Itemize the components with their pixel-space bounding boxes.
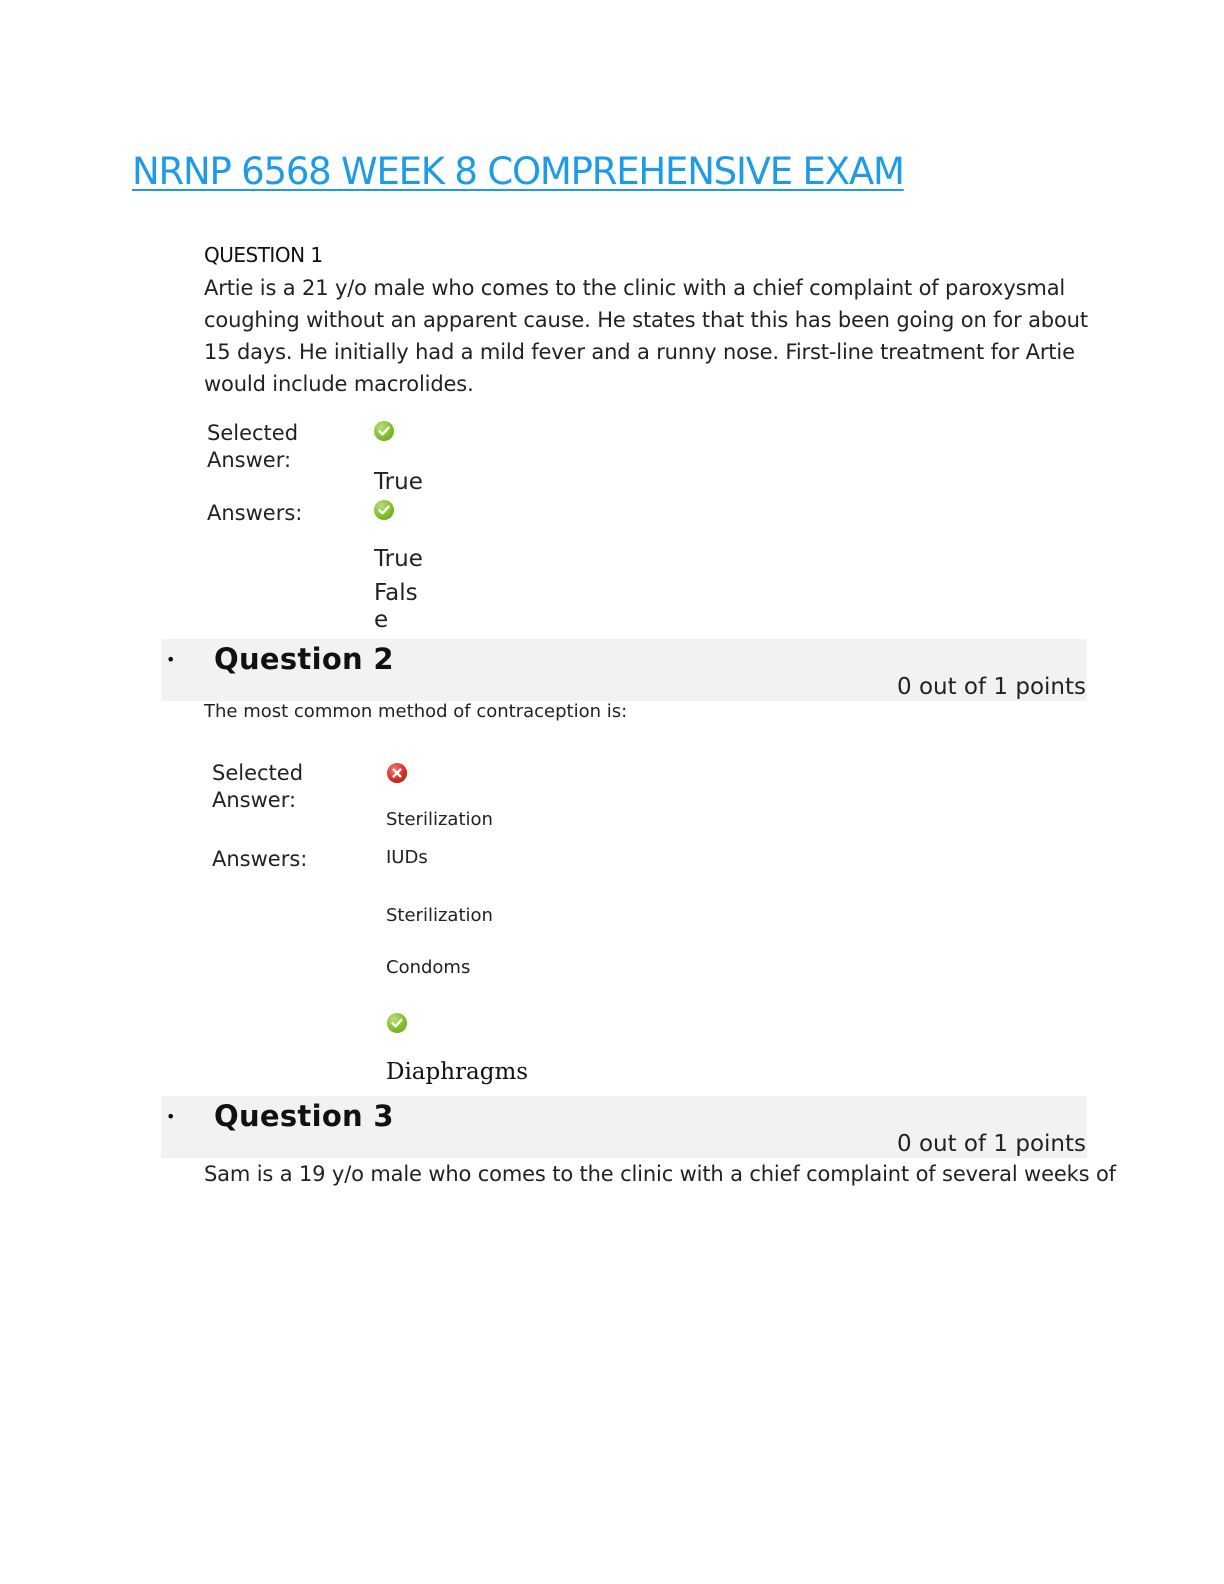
question-1-answers-label: Answers: [207, 501, 303, 525]
question-1-selected-answer: True [374, 469, 423, 495]
check-icon [387, 1013, 407, 1033]
question-2-selected-answer: Sterilization [386, 809, 493, 830]
document-title[interactable]: NRNP 6568 WEEK 8 COMPREHENSIVE EXAM [132, 150, 904, 193]
question-2-points: 0 out of 1 points [897, 674, 1086, 700]
question-3-title: Question 3 [214, 1099, 394, 1133]
question-1-selected-answer-label: Selected Answer: [207, 421, 299, 472]
question-1-answer-option: True [374, 546, 423, 572]
question-2-answer-option: Diaphragms [386, 1059, 529, 1085]
question-3-text: Sam is a 19 y/o male who comes to the clinic with a chief complaint of several weeks of [204, 1162, 1116, 1186]
question-1-heading: QUESTION 1 [204, 243, 323, 267]
check-icon [374, 500, 394, 520]
question-2-selected-answer-label: Selected Answer: [212, 761, 304, 812]
question-2-text: The most common method of contraception is: [204, 701, 628, 722]
x-icon [387, 763, 407, 783]
check-icon [374, 421, 394, 441]
question-2-answer-option: Condoms [386, 957, 471, 978]
question-3-points: 0 out of 1 points [897, 1131, 1086, 1157]
question-1-answer-option: Fals [374, 580, 418, 606]
question-2-title: Question 2 [214, 642, 394, 676]
question-2-answers-label: Answers: [212, 847, 308, 871]
question-1-text: Artie is a 21 y/o male who comes to the clinic with a chief complaint of paroxysmal coughing without an apparent cause. He states that this has been going on for about 15 days. He initially had a mild fever and a runny nose. First-line treatment for Artie would include macrolides. [204, 276, 1088, 396]
question-1-answer-option: e [374, 607, 389, 633]
question-2-answer-option: IUDs [386, 847, 428, 868]
bullet-icon: • [166, 1107, 176, 1126]
bullet-icon: • [166, 650, 176, 669]
question-2-answer-option: Sterilization [386, 905, 493, 926]
